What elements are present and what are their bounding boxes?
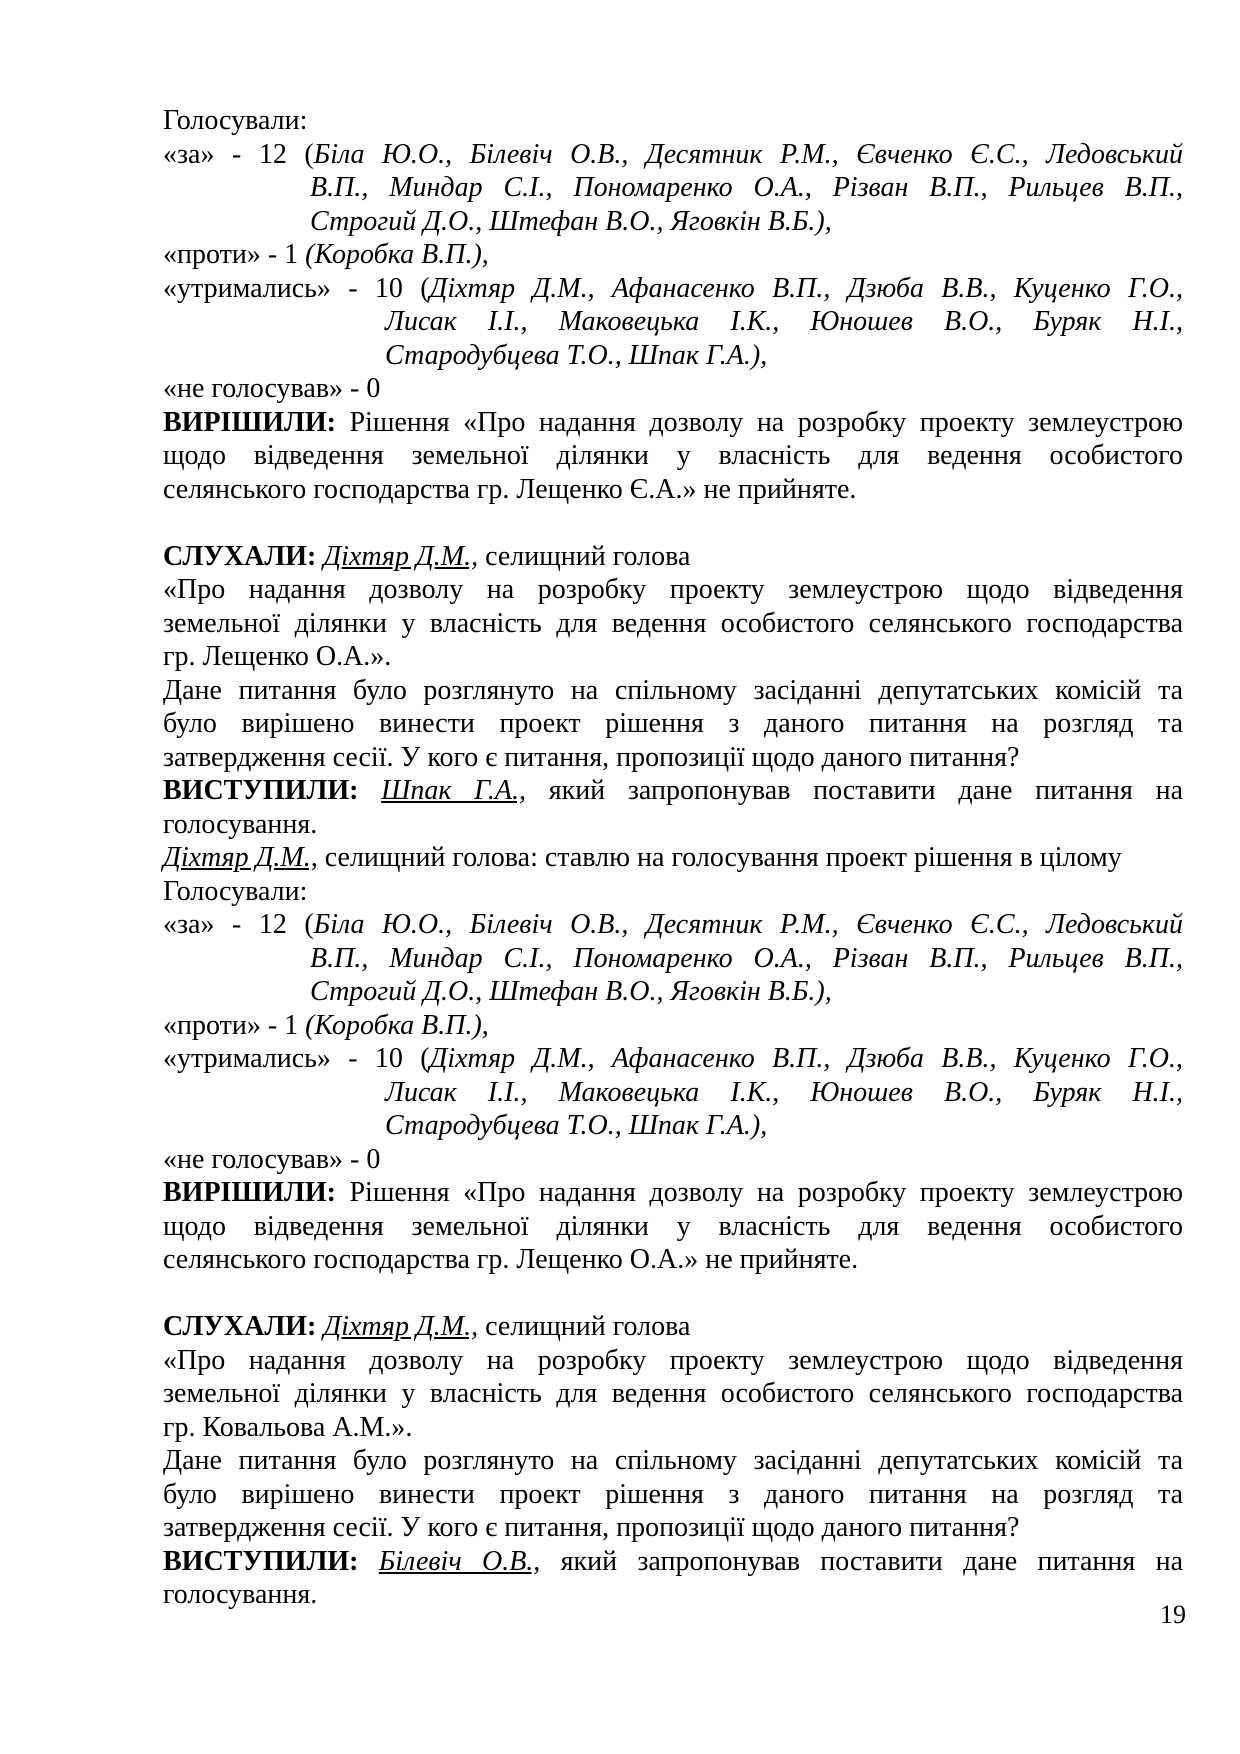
page-number: 19 (1160, 1600, 1186, 1629)
chair-person: Діхтяр Д.М., (163, 842, 318, 873)
vote-for-names: Біла Ю.О., Білевіч О.В., Десятник Р.М., Євченко Є.С., Ледовський (313, 909, 1184, 940)
decision-label: ВИРІШИЛИ: (163, 1177, 336, 1208)
vote-against-label: «проти» - 1 (163, 1009, 306, 1041)
decision-text-cont: щодо відведення земельної ділянки у власність для ведення особистого (163, 440, 1183, 471)
spoke-line (163, 774, 1183, 808)
vote-for-names-cont: В.П., Миндар С.І., Пономаренко О.А., Різван В.П., Рильцев В.П., (310, 172, 1183, 203)
chair-line (163, 841, 1183, 875)
heard-label: СЛУХАЛИ: (163, 1311, 317, 1342)
discussion-text: затвердження сесії. У кого є питання, пропозиції щодо даного питання? (163, 1512, 1020, 1543)
decision-text-cont: селянського господарства гр. Лещенко О.А.» не прийняте. (163, 1244, 859, 1275)
decision-text: Рішення «Про надання дозволу на розробку проекту землеустрою (335, 406, 1183, 438)
vote-abstain-names-cont: Лисак І.І., Маковецька І.К., Юношев В.О., Буряк Н.І., (385, 306, 1183, 337)
vote-against-names: (Коробка В.П.), (305, 239, 489, 270)
vote-not-voted-line: «не голосував» - 0 (163, 373, 381, 404)
agenda-block-2 (163, 540, 1183, 1277)
vote-abstain-label: «утримались» - 10 ( (163, 1043, 430, 1074)
spoke-person: Білевіч О.В., (378, 1545, 541, 1577)
vote-abstain-names-cont: Лисак І.І., Маковецька І.К., Юношев В.О., Буряк Н.І., (385, 1076, 1183, 1108)
spoke-line (163, 1545, 1183, 1579)
vote-against-line (163, 238, 1183, 272)
vote-abstain-names: Діхтяр Д.М., Афанасенко В.П., Дзюба В.В., Куценко Г.О., (429, 1043, 1183, 1074)
spoke-label: ВИСТУПИЛИ: (163, 775, 359, 806)
decision-text-cont: селянського господарства гр. Лещенко Є.А.» не прийняте. (163, 473, 857, 505)
vote-for-label: «за» - 12 ( (163, 909, 314, 940)
decision-text: Рішення «Про надання дозволу на розробку проекту землеустрою (335, 1177, 1183, 1208)
vote-for-names-cont: В.П., Миндар С.І., Пономаренко О.А., Різван В.П., Рильцев В.П., (310, 942, 1183, 974)
topic-text: «Про надання дозволу на розробку проекту землеустрою щодо відведення (163, 1344, 1183, 1376)
discussion-text: було вирішено винести проект рішення з даного питання на розгляд та (163, 1478, 1183, 1510)
spoke-person: Шпак Г.А., (381, 775, 527, 806)
vote-not-voted-line: «не голосував» - 0 (163, 1143, 381, 1175)
vote-for-line (163, 908, 1183, 942)
vote-against-line (163, 1009, 1183, 1043)
decision-label: ВИРІШИЛИ: (163, 406, 336, 438)
discussion-text: затвердження сесії. У кого є питання, пропозиції щодо даного питання? (163, 741, 1020, 773)
section-gap (163, 506, 1183, 540)
vote-abstain-line (163, 272, 1183, 306)
heard-label: СЛУХАЛИ: (163, 540, 317, 572)
vote-for-label: «за» - 12 ( (163, 138, 314, 170)
vote-against-names: (Коробка В.П.), (305, 1009, 489, 1041)
vote-against-label: «проти» - 1 (163, 239, 306, 270)
vote-abstain-label: «утримались» - 10 ( (163, 272, 430, 304)
agenda-block-3 (163, 1310, 1183, 1612)
topic-text: гр. Лещенко О.А.». (163, 641, 392, 672)
spoke-text-cont: голосування. (163, 808, 318, 840)
spoke-text: який запропонував поставити дане питання на (526, 775, 1183, 806)
voted-heading: Голосували: (163, 105, 308, 136)
vote-block-1 (163, 104, 1183, 506)
heard-role: селищний голова (478, 1311, 691, 1342)
section-gap (163, 1277, 1183, 1311)
vote-abstain-names: Діхтяр Д.М., Афанасенко В.П., Дзюба В.В., Куценко Г.О., (429, 272, 1183, 304)
decision-line (163, 1176, 1183, 1210)
decision-line (163, 406, 1183, 440)
chair-text: селищний голова: ставлю на голосування проект рішення в цілому (317, 842, 1122, 873)
vote-abstain-names-cont: Стародубцева Т.О., Шпак Г.А.), (385, 339, 768, 371)
heard-line (163, 540, 1183, 574)
topic-text: «Про надання дозволу на розробку проекту землеустрою щодо відведення (163, 574, 1183, 605)
heard-role: селищний голова (478, 540, 691, 572)
heard-person: Діхтяр Д.М., (323, 1311, 479, 1342)
vote-abstain-names-cont: Стародубцева Т.О., Шпак Г.А.), (385, 1110, 768, 1141)
spoke-text-cont: голосування. (163, 1579, 318, 1610)
topic-text: земельної ділянки у власність для ведення особистого селянського господарства (163, 1378, 1183, 1409)
vote-abstain-line (163, 1042, 1183, 1076)
topic-text: гр. Ковальова А.М.». (163, 1411, 413, 1443)
spoke-label: ВИСТУПИЛИ: (163, 1545, 359, 1577)
decision-text-cont: щодо відведення земельної ділянки у власність для ведення особистого (163, 1210, 1183, 1242)
vote-for-names-cont: Строгий Д.О., Штефан В.О., Яговкін В.Б.), (310, 976, 832, 1007)
vote-for-names: Біла Ю.О., Білевіч О.В., Десятник Р.М., Євченко Є.С., Ледовський (313, 138, 1184, 170)
vote-for-line (163, 138, 1183, 172)
heard-line (163, 1310, 1183, 1344)
discussion-text: Дане питання було розглянуто на спільному засіданні депутатських комісій та (163, 1445, 1183, 1476)
document-page (163, 104, 1183, 1612)
spoke-text: який запропонував поставити дане питання на (540, 1545, 1183, 1577)
discussion-text: було вирішено винести проект рішення з даного питання на розгляд та (163, 708, 1183, 739)
vote-for-names-cont: Строгий Д.О., Штефан В.О., Яговкін В.Б.), (310, 205, 832, 237)
topic-text: земельної ділянки у власність для ведення особистого селянського господарства (163, 607, 1183, 639)
discussion-text: Дане питання було розглянуто на спільному засіданні депутатських комісій та (163, 674, 1183, 706)
heard-person: Діхтяр Д.М., (323, 540, 479, 572)
voted-heading: Голосували: (163, 875, 308, 907)
